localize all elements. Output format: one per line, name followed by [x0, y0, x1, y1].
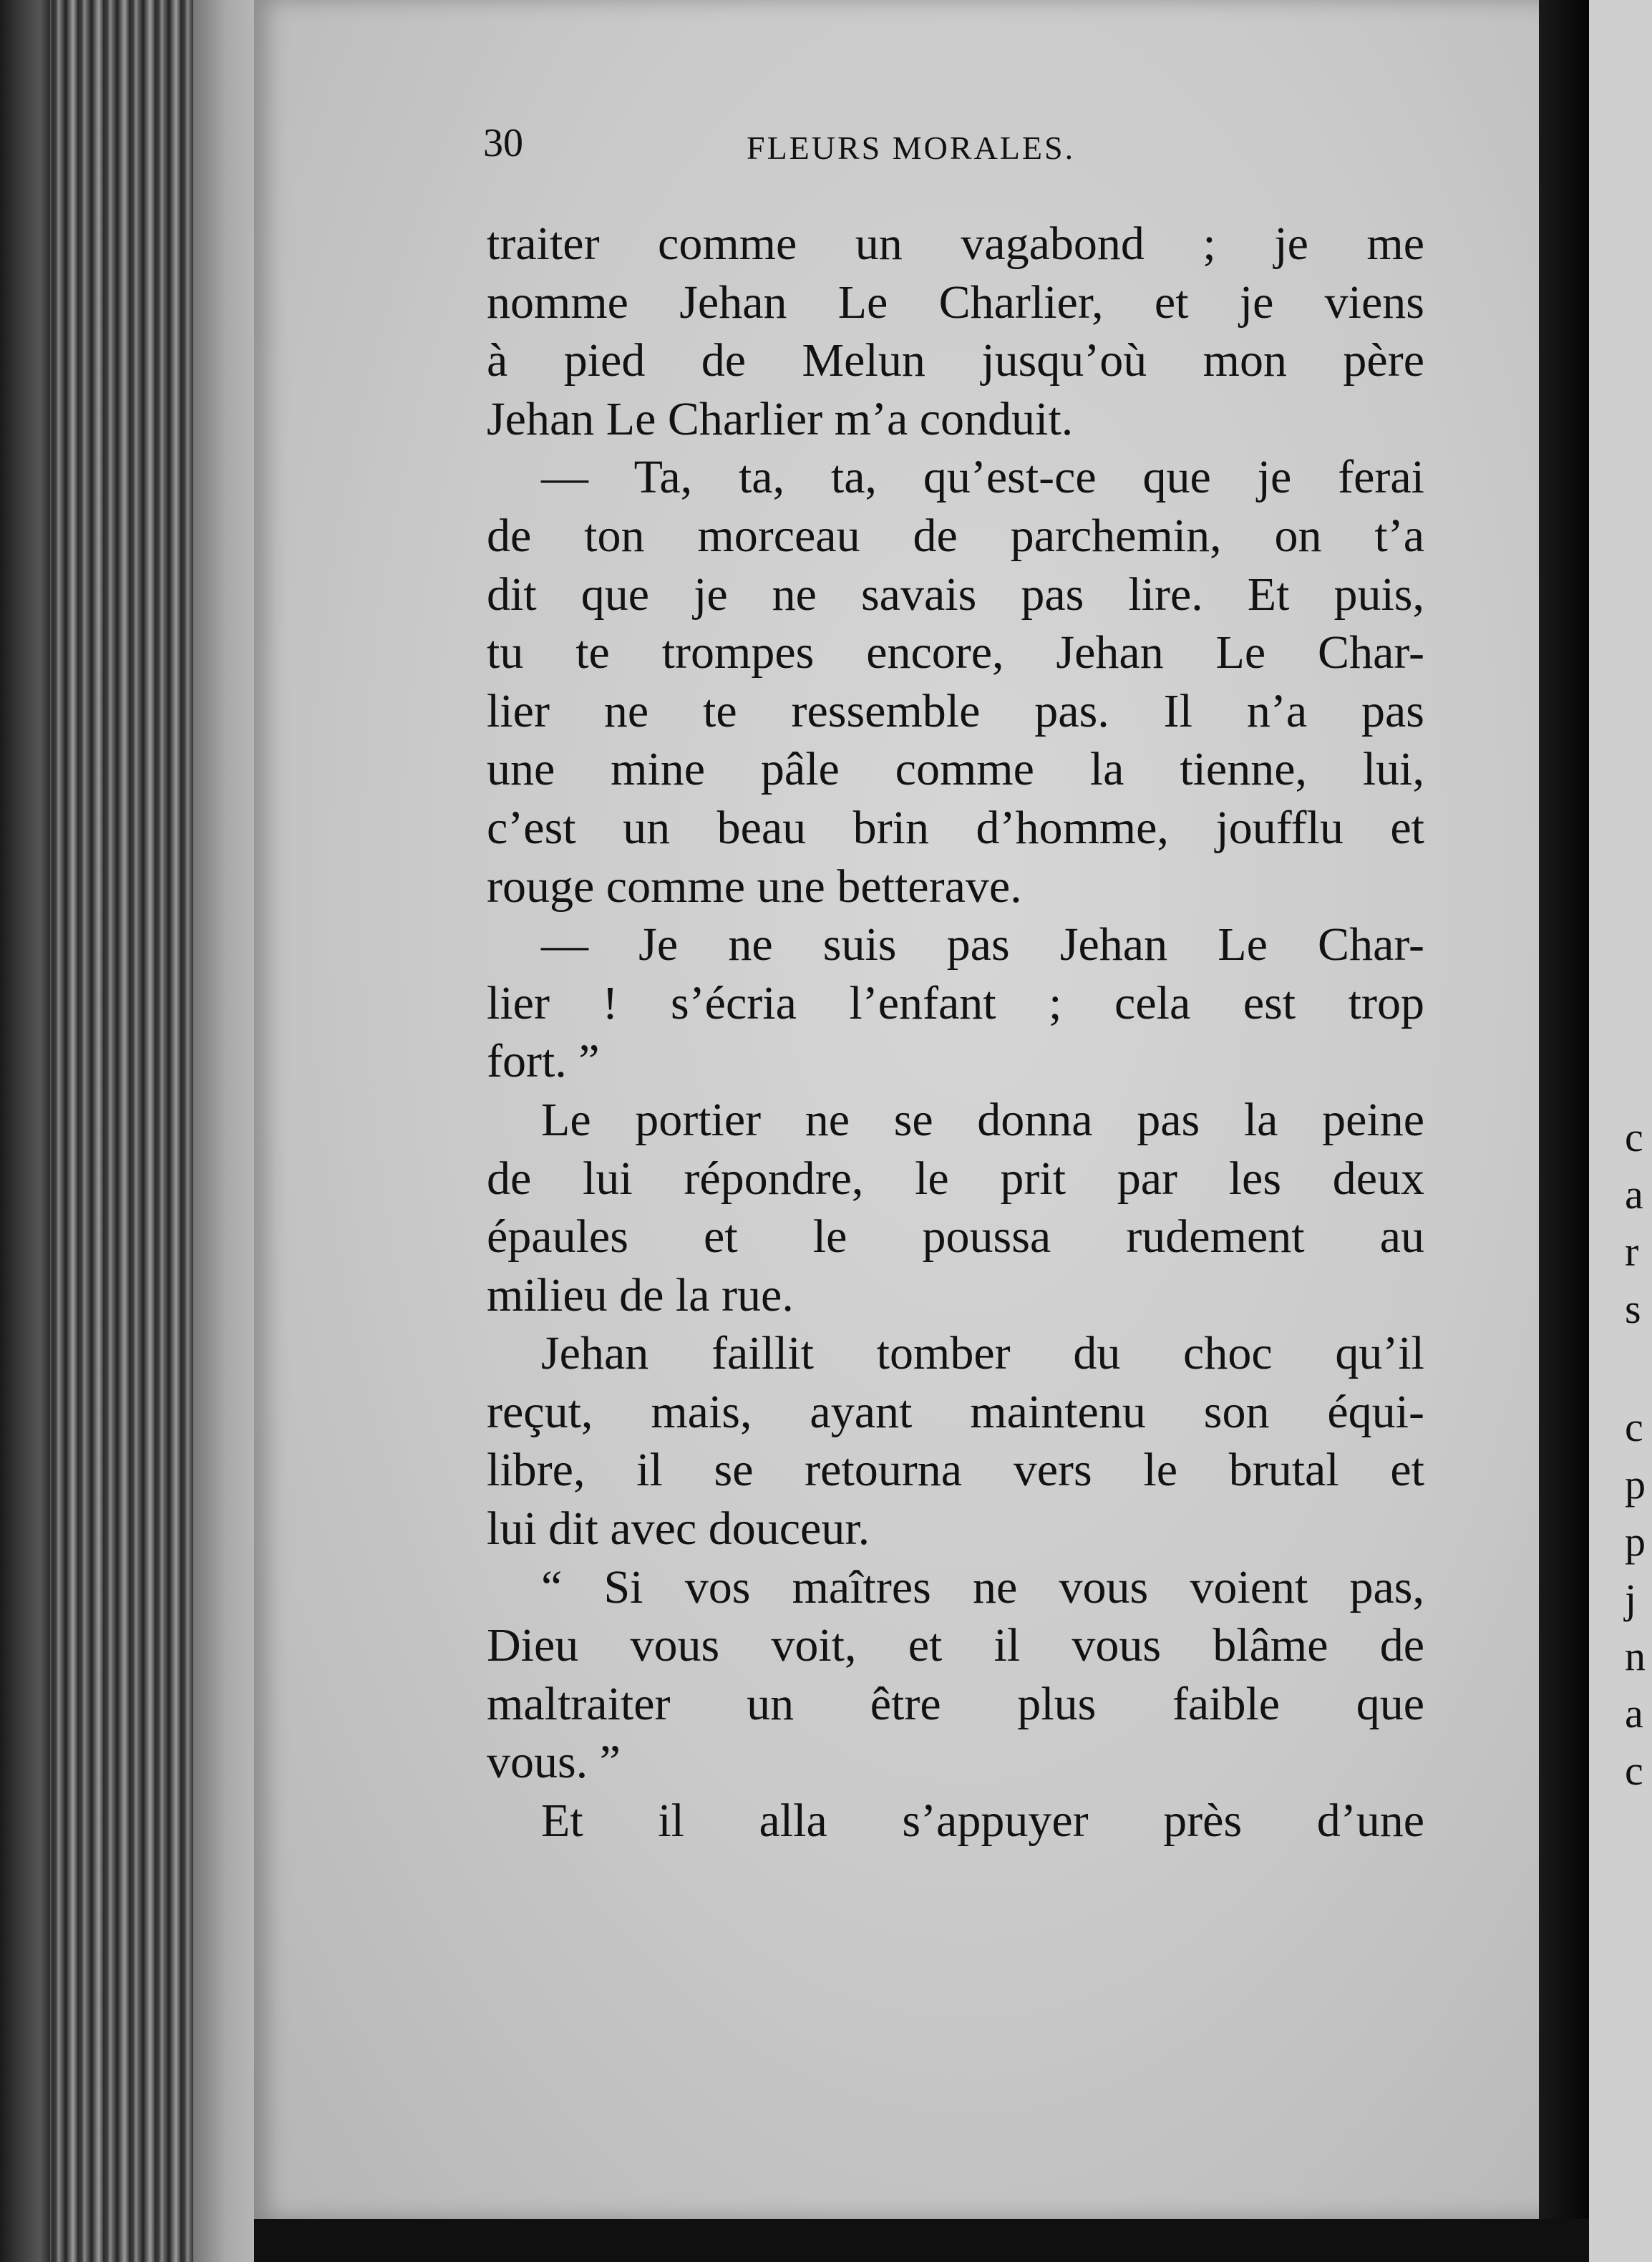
text-line: traiter comme un vagabond ; je me [487, 218, 1424, 270]
text-line: Le portier ne se donna pas la peine [541, 1093, 1424, 1146]
bottom-shadow [254, 2219, 1589, 2262]
next-page-fragment: p [1625, 1461, 1646, 1508]
next-page-fragment: a [1625, 1690, 1643, 1737]
text-line: milieu de la rue. [487, 1268, 794, 1321]
text-line: de ton morceau de parchemin, on t’a [487, 509, 1424, 562]
text-line: de lui répondre, le prit par les deux [487, 1152, 1424, 1205]
text-line: nomme Jehan Le Charlier, et je viens [487, 276, 1424, 329]
text-line: dit que je ne savais pas lire. Et puis, [487, 568, 1424, 621]
next-page-fragment: r [1625, 1228, 1639, 1275]
page-number: 30 [483, 121, 523, 165]
text-line: tu te trompes encore, Jehan Le Char- [487, 626, 1424, 679]
text-line: reçut, mais, ayant maintenu son équi- [487, 1385, 1424, 1438]
text-line: fort. ” [487, 1035, 600, 1088]
text-line: lui dit avec douceur. [487, 1503, 870, 1555]
next-page-fragment: c [1625, 1747, 1643, 1794]
page-header [483, 120, 1428, 178]
text-line: Et il alla s’appuyer près d’une [541, 1795, 1424, 1848]
text-line: libre, il se retourna vers le brutal et [487, 1444, 1424, 1497]
page-edges [0, 0, 258, 2262]
text-line: lier ne te ressemble pas. Il n’a pas [487, 684, 1424, 737]
text-line: Dieu vous voit, et il vous blâme de [487, 1619, 1424, 1672]
text-line: épaules et le poussa rudement au [487, 1210, 1424, 1263]
text-line: lier ! s’écria l’enfant ; cela est trop [487, 976, 1424, 1029]
text-line: maltraiter un être plus faible que [487, 1677, 1424, 1730]
text-line: — Ta, ta, ta, qu’est-ce que je ferai [541, 451, 1424, 504]
gutter-shadow [1539, 0, 1589, 2262]
text-line: à pied de Melun jusqu’où mon père [487, 334, 1424, 387]
text-line: c’est un beau brin d’homme, joufflu et [487, 801, 1424, 854]
text-line: — Je ne suis pas Jehan Le Char- [541, 918, 1424, 971]
next-page-fragment: j [1625, 1576, 1637, 1622]
next-page-fragment: c [1625, 1114, 1643, 1160]
text-line: “ Si vos maîtres ne vous voient pas, [541, 1560, 1424, 1613]
next-page-fragment: n [1625, 1633, 1646, 1679]
text-line: une mine pâle comme la tienne, lui, [487, 743, 1424, 796]
text-line: Jehan Le Charlier m’a conduit. [487, 392, 1074, 445]
text-line: rouge comme une betterave. [487, 860, 1022, 913]
text-line: vous. ” [487, 1736, 621, 1789]
next-page-fragment: c [1625, 1404, 1643, 1450]
next-page-sliver [1589, 0, 1652, 2262]
running-title: FLEURS MORALES. [747, 130, 1076, 166]
next-page-fragment: p [1625, 1518, 1646, 1565]
body-text [487, 215, 1424, 1850]
next-page-fragment: a [1625, 1171, 1643, 1218]
next-page-fragment: s [1625, 1286, 1641, 1332]
text-line: Jehan faillit tomber du choc qu’il [541, 1327, 1424, 1380]
